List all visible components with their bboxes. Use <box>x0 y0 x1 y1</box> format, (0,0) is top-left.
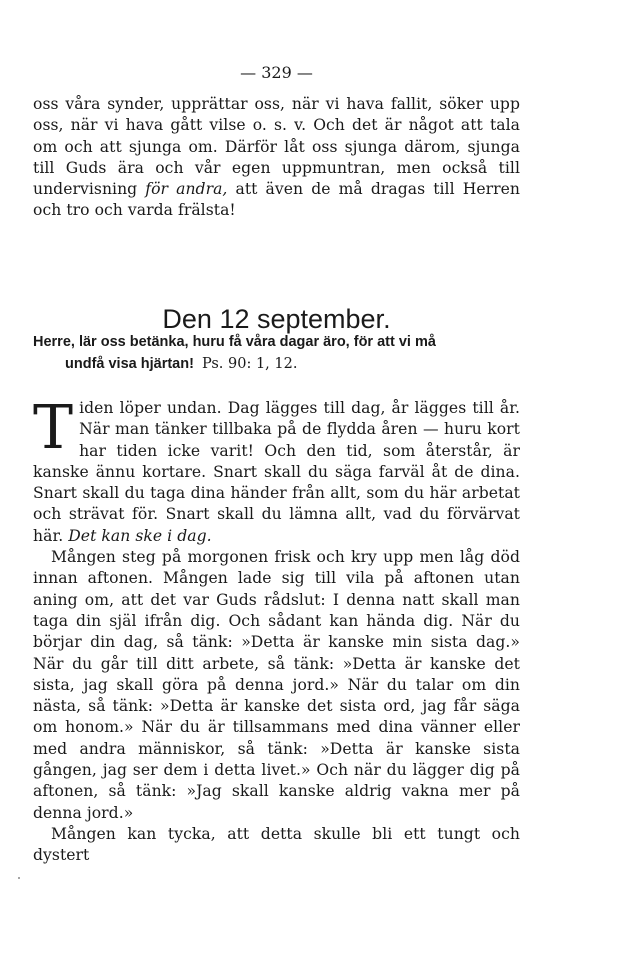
page-number: — 329 — <box>240 63 313 82</box>
body-paragraph-2: Mången steg på morgonen frisk och kry upp men låg död innan aftonen. Mången lade sig till vila på aftonen utan aning om, att det var Guds rådslut: I denna natt skall man taga din själ ifrån dig. Och sådant kan hända dig. När du börjar din dag, så tänk: »Detta är kanske min sista dag.» När du går till ditt arbete, så tänk: »Detta är kanske det sista, jag skall göra på denna jord.» När du talar om din nästa, så tänk: »Detta är kanske det sista ord, jag får säga om honom.» När du är tillsammans med dina vänner eller med andra människor, så tänk: »Detta är kanske sista gången, jag ser dem i detta livet.» Och när du lägger dig på aftonen, så tänk: »Jag skall kanske aldrig vakna mer på denna jord.» <box>33 548 520 822</box>
scripture-reference: Ps. 90: 1, 12. <box>201 356 298 372</box>
body-text <box>33 393 520 867</box>
body-paragraph-1-text: iden löper undan. Dag lägges till dag, år lägges till år. När man tänker tillbaka på de flydda åren — huru kort har tiden icke varit! Och den tid, som återstår, är kanske ännu kortare. Snart skall du säga farväl åt de dina. Snart skall du taga dina händer från allt, som du här arbetat och strävat för. Snart skall du lämna allt, vad du förvärvat här. <box>33 399 520 545</box>
body-paragraph-1 <box>33 393 520 547</box>
section-heading: Den 12 september. <box>162 304 391 335</box>
intro-italic: för andra, <box>145 180 228 199</box>
intro-text: oss våra synder, upprättar oss, när vi hava fallit, söker upp oss, när vi hava gått vilse o. s. v. Och det är något att tala om och att sjunga om. Därför låt oss sjunga därom, sjunga till Guds ära och vår egen uppmuntran, men också till undervisning <box>33 95 520 199</box>
drop-cap: T <box>33 393 74 463</box>
scripture-line-1: Herre, lär oss betänka, huru få våra dagar äro, för att vi må <box>33 334 436 350</box>
print-speck <box>18 877 20 879</box>
scripture-line-2: undfå visa hjärtan! <box>65 356 194 372</box>
intro-text-end: att även de må dragas till Herren och tro och varda frälsta! <box>33 180 521 220</box>
scripture-quote <box>33 331 520 375</box>
body-paragraph-3: Mången kan tycka, att detta skulle bli ett tungt och dystert <box>33 824 520 865</box>
body-paragraph-1-italic: Det kan ske i dag. <box>68 526 212 545</box>
intro-paragraph <box>33 94 520 222</box>
